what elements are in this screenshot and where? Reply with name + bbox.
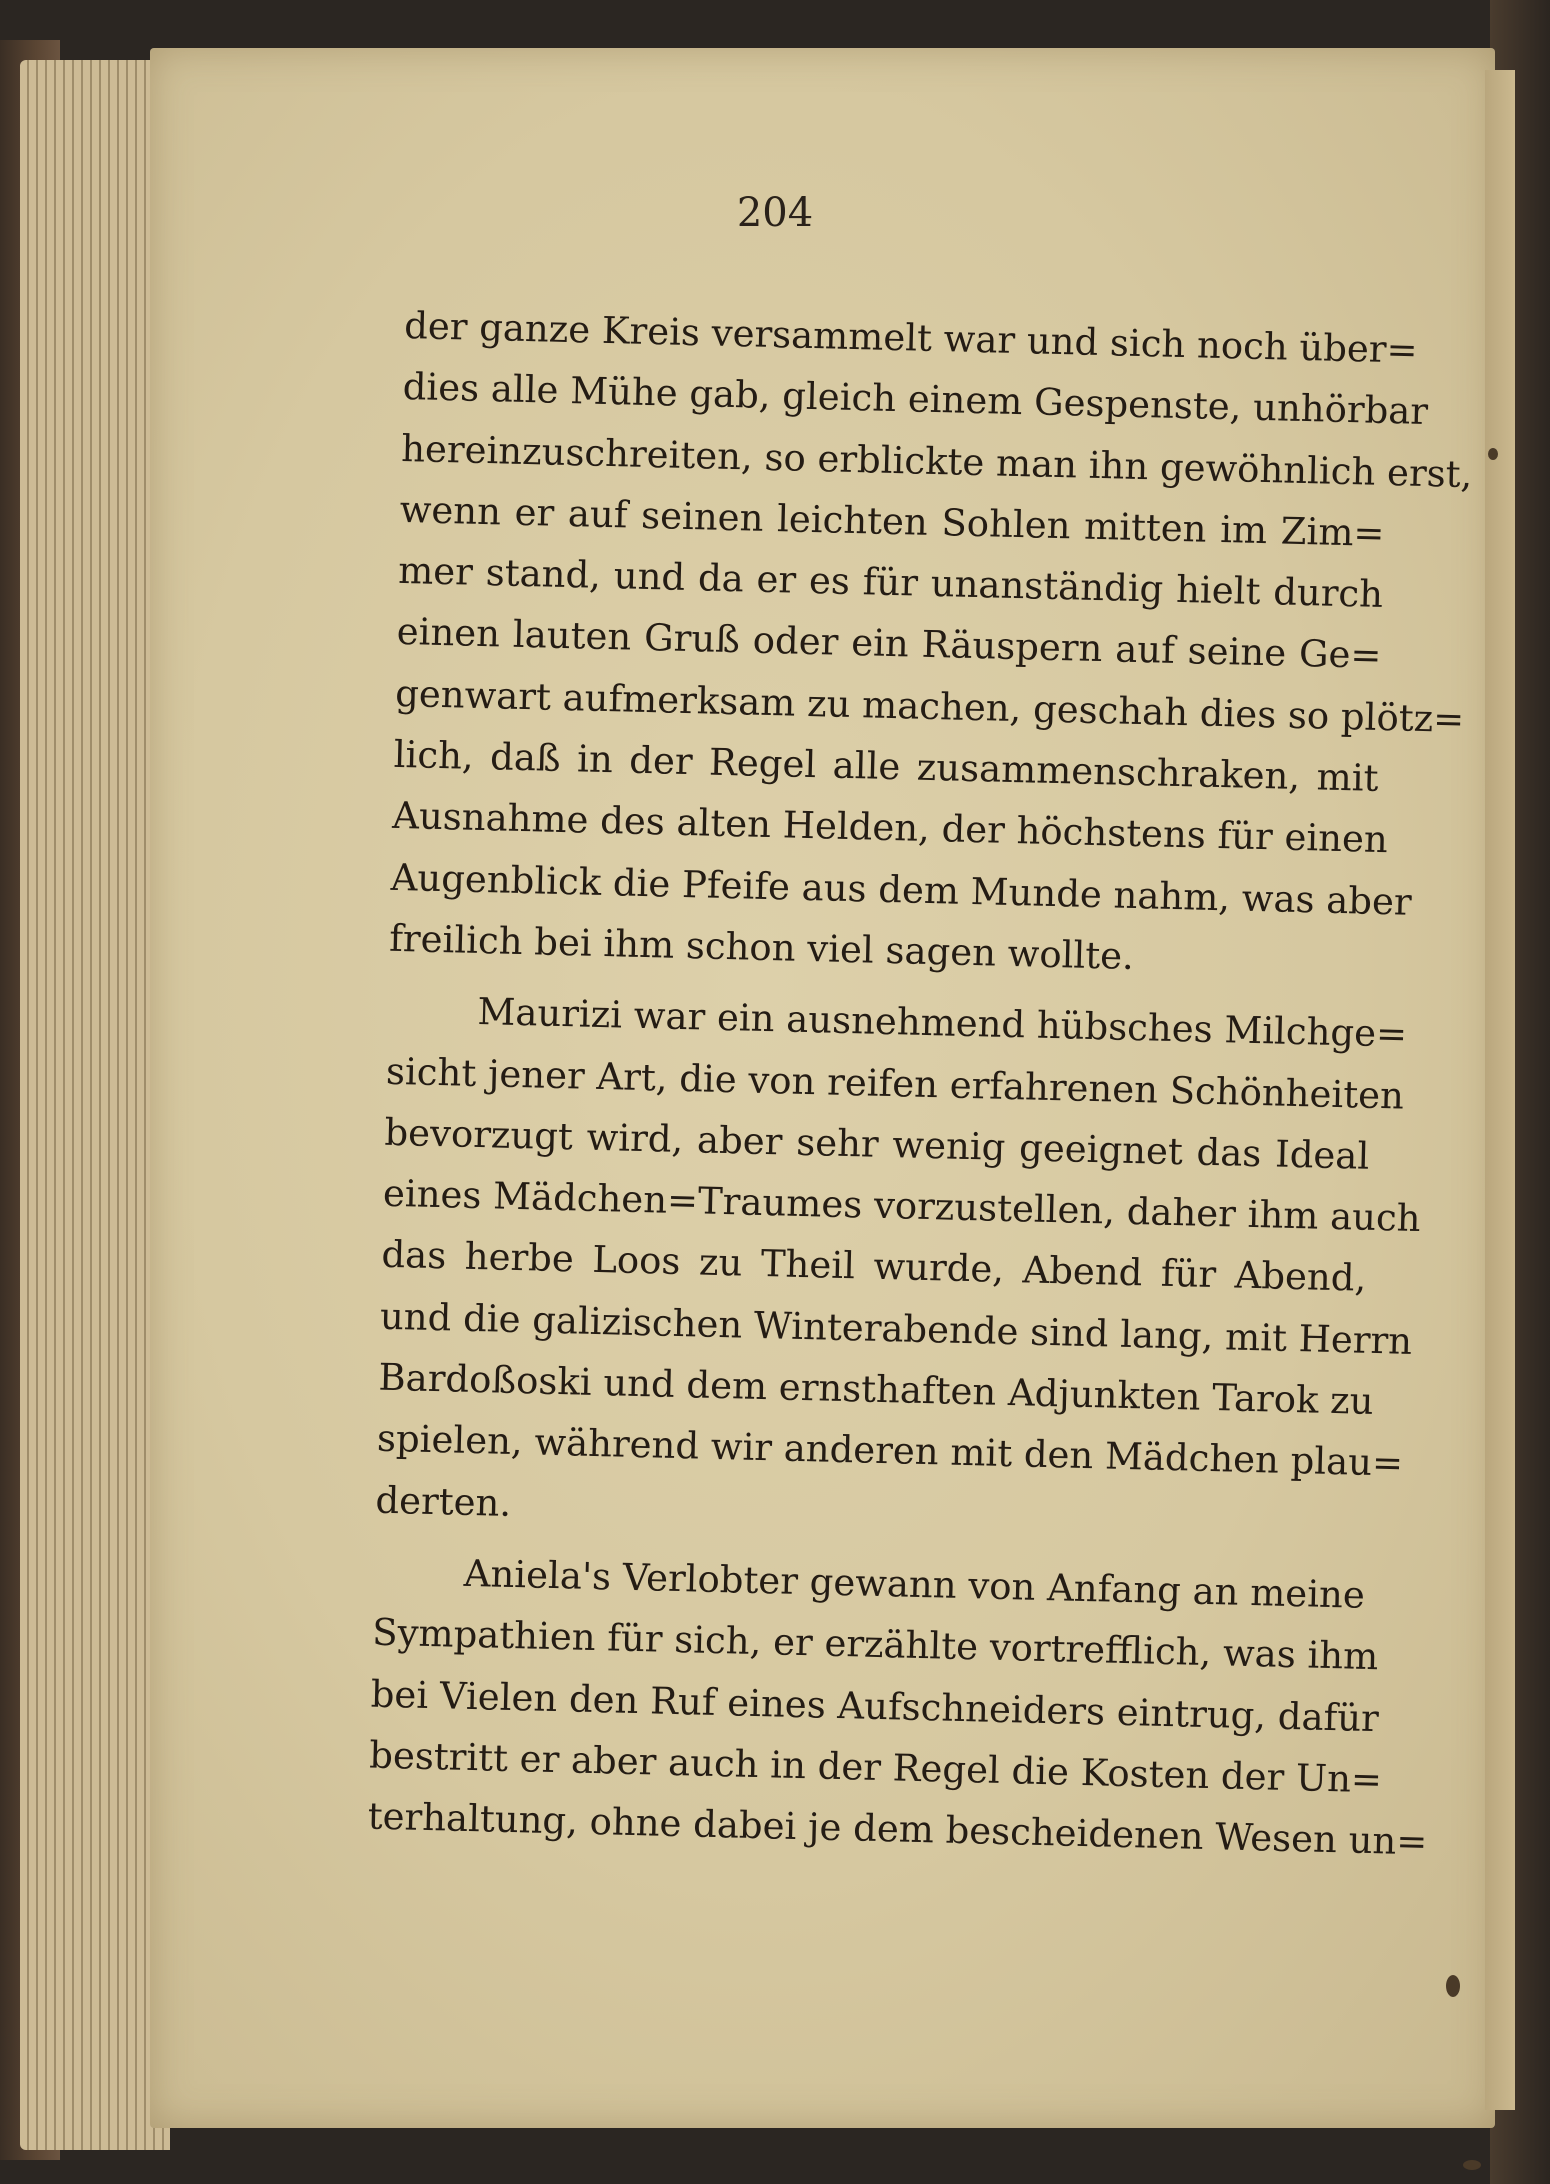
text-line: Augenblick die Pfeife aus dem Munde nahm, was aber — [390, 855, 1413, 924]
text-line: genwart aufmerksam zu machen, geschah dies so plötz= — [394, 671, 1465, 741]
stacked-page-edges — [20, 60, 170, 2150]
body-text — [367, 295, 1473, 1871]
text-line: Sympathien für sich, er erzählte vortrefflich, was ihm — [371, 1610, 1379, 1679]
text-line: derten. — [375, 1478, 512, 1525]
text-line: Aniela's Verlobter gewann von Anfang an meine — [463, 1551, 1366, 1617]
text-line: mer stand, und da er es für unanständig hielt durch — [397, 549, 1384, 617]
text-line: terhaltung, ohne dabei je dem bescheidenen Wesen un= — [367, 1794, 1428, 1864]
text-line: Bardoßoski und dem ernsthaften Adjunkten Tarok zu — [378, 1355, 1375, 1424]
text-line: sicht jener Art, die von reifen erfahrenen Schönheiten — [385, 1049, 1405, 1118]
text-line: und die galizischen Winterabende sind lang, mit Herrn — [379, 1294, 1413, 1363]
text-line: der ganze Kreis versammelt war und sich noch über= — [403, 303, 1419, 372]
text-line: Maurizi war ein ausnehmend hübsches Milchge= — [476, 990, 1408, 1056]
text-line: dies alle Mühe gab, gleich einem Gespenste, unhörbar — [402, 365, 1429, 434]
text-line: bestritt er aber auch in der Regel die Kosten der Un= — [368, 1733, 1383, 1802]
text-line: wenn er auf seinen leichten Sohlen mitten im Zim= — [399, 487, 1385, 555]
text-line: Ausnahme des alten Helden, der höchstens für einen — [391, 794, 1389, 862]
text-line: bei Vielen den Ruf eines Aufschneiders eintrug, dafür — [370, 1672, 1380, 1740]
page-number: 204 — [736, 190, 814, 236]
text-line: hereinzuschreiten, so erblickte man ihn gewöhnlich erst, — [400, 426, 1473, 496]
facing-page-edge — [1485, 70, 1515, 2110]
text-line: spielen, während wir anderen mit den Mädchen plau= — [376, 1417, 1404, 1486]
text-line: bevorzugt wird, aber sehr wenig geeignet das Ideal — [384, 1110, 1370, 1178]
text-line: das herbe Loos zu Theil wurde, Abend für Abend, — [381, 1233, 1367, 1301]
text-line: lich, daß in der Regel alle zusammenschraken, mit — [393, 732, 1380, 801]
text-line: einen lauten Gruß oder ein Räuspern auf seine Ge= — [396, 610, 1382, 678]
text-line: freilich bei ihm schon viel sagen wollte. — [388, 916, 1135, 978]
text-line: eines Mädchen=Traumes vorzustellen, daher ihm auch — [382, 1171, 1422, 1241]
